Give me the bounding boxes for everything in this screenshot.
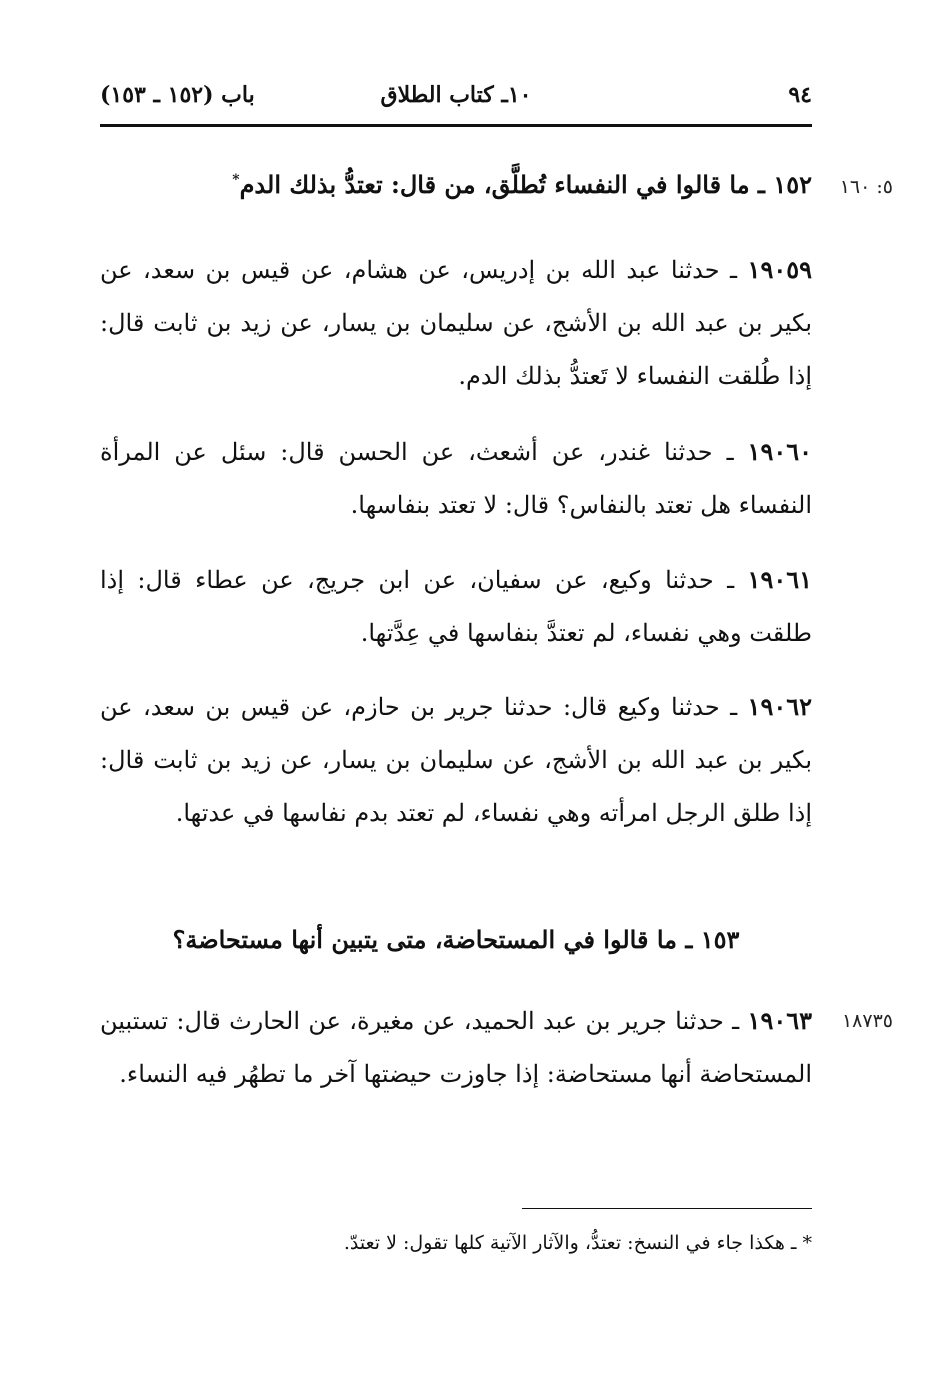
- entry-19060: [100, 425, 812, 532]
- page-number: ٩٤: [788, 82, 812, 108]
- footnote: * ـ هكذا جاء في النسخ: تعتدُّ، والآثار الآتية كلها تقول: لا تعتدّ.: [343, 1232, 812, 1254]
- entry-number: ١٩٠٦٣: [747, 1006, 812, 1035]
- entry-number: ١٩٠٦٢: [747, 692, 812, 721]
- margin-reference-1: ٥: ١٦٠: [839, 176, 893, 198]
- running-header: [100, 76, 812, 116]
- entry-number: ١٩٠٦٠: [747, 437, 812, 466]
- footnote-rule: [522, 1208, 812, 1209]
- chapter-range: باب (١٥٢ ـ ١٥٣): [100, 82, 255, 108]
- entry-19063: [100, 994, 812, 1101]
- entry-19062: [100, 680, 812, 840]
- margin-reference-2: ١٨٧٣٥: [841, 1010, 893, 1032]
- book-title: ١٠ـ كتاب الطلاق: [380, 82, 532, 108]
- entry-19061: [100, 553, 812, 660]
- entry-19059: [100, 243, 812, 403]
- footnote-marker: *: [232, 172, 240, 188]
- chapter-152-heading: [140, 170, 812, 199]
- entry-text: ـ حدثنا جرير بن عبد الحميد، عن مغيرة، عن الحارث قال: تستبين المستحاضة أنها مستحاضة: إذا جاوزت حيضتها آخر ما تطهُر فيه النساء.: [100, 1007, 812, 1088]
- entry-text: ـ حدثنا عبد الله بن إدريس، عن هشام، عن قيس بن سعد، عن بكير بن عبد الله بن الأشج، عن سليمان بن يسار، عن زيد بن ثابت قال: إذا طُلقت النفساء لا تَعتدُّ بذلك الدم.: [100, 256, 812, 390]
- entry-text: ـ حدثنا غندر، عن أشعث، عن الحسن قال: سئل عن المرأة النفساء هل تعتد بالنفاس؟ قال: لا تعتد بنفاسها.: [100, 438, 812, 519]
- entry-number: ١٩٠٥٩: [747, 255, 812, 284]
- entry-number: ١٩٠٦١: [747, 565, 812, 594]
- header-rule: [100, 124, 812, 127]
- entry-text: ـ حدثنا وكيع قال: حدثنا جرير بن حازم، عن قيس بن سعد، عن بكير بن عبد الله بن الأشج، عن سليمان بن يسار، عن زيد بن ثابت قال: إذا طلق الرجل امرأته وهي نفساء، لم تعتد بدم نفاسها في عدتها.: [100, 693, 812, 827]
- chapter-153-heading: ١٥٣ ـ ما قالوا في المستحاضة، متى يتبين أنها مستحاضة؟: [172, 925, 740, 954]
- entry-text: ـ حدثنا وكيع، عن سفيان، عن ابن جريج، عن عطاء قال: إذا طلقت وهي نفساء، لم تعتدَّ بنفاسها في عِدَّتها.: [100, 566, 812, 647]
- chapter-152-title: ١٥٢ ـ ما قالوا في النفساء تُطلَّق، من قال: تعتدُّ بذلك الدم: [239, 170, 812, 199]
